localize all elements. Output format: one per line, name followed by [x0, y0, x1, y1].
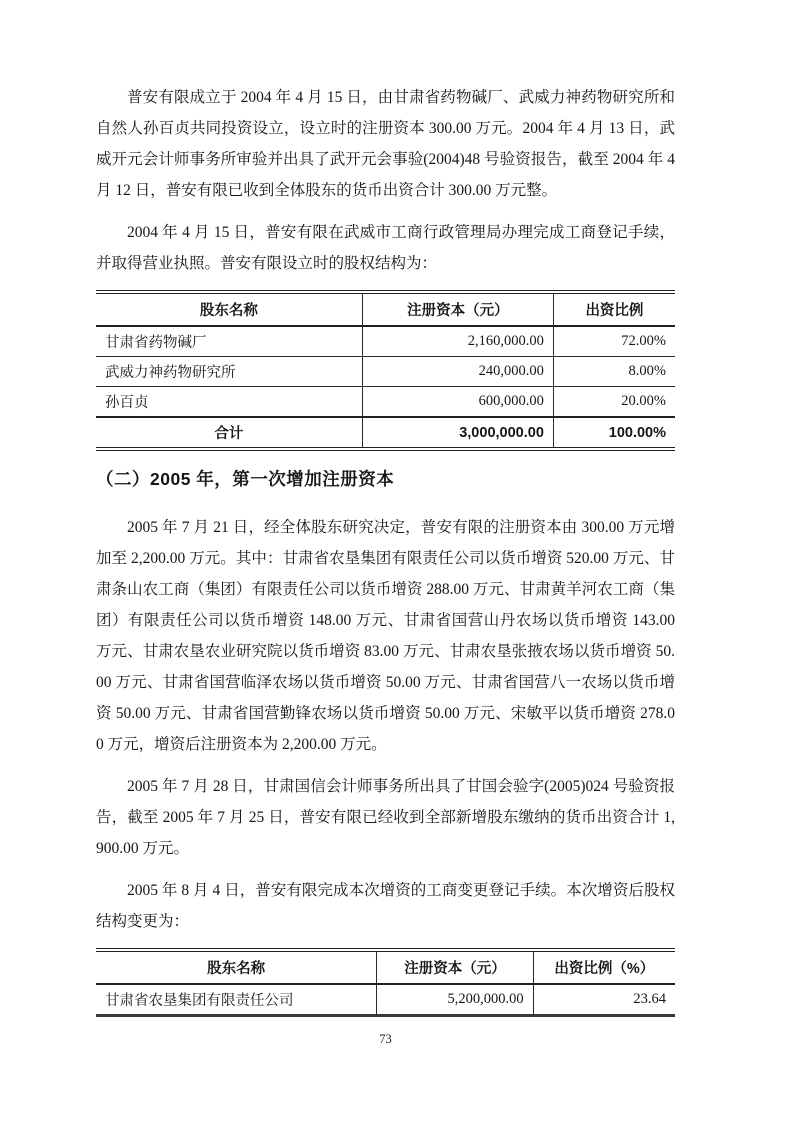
shareholder-name: 甘肃省药物碱厂: [96, 326, 362, 357]
paragraph-registration-change: 2005 年 8 月 4 日，普安有限完成本次增资的工商变更登记手续。本次增资后股权结构变更为：: [96, 882, 675, 930]
col-header-registered-capital: 注册资本（元）: [377, 950, 533, 984]
contribution-ratio: 8.00%: [553, 357, 675, 387]
table-row: [96, 387, 675, 418]
contribution-ratio: 20.00%: [553, 387, 675, 418]
table-row: [96, 326, 675, 357]
table-row: [96, 984, 675, 1016]
table-header-row: [96, 292, 675, 326]
table-total-row: [96, 417, 675, 449]
total-registered-capital: 3,000,000.00: [362, 417, 553, 449]
paragraph-capital-increase-detail: 2005 年 7 月 21 日，经全体股东研究决定，普安有限的注册资本由 300.00 万元增加至 2,200.00 万元。其中：甘肃省农垦集团有限责任公司以货币增资 520.00 万元、甘肃条山农工商（集团）有限责任公司以货币增资 288.00 万元、甘肃黄羊河农工商（集团）有限责任公司以货币增资 148.00 万元、甘肃省国营山丹农场以货币增资 143.00 万元、甘肃农垦农业研究院以货币增资 83.00 万元、甘肃农垦张掖农场以货币增资 50.00 万元、甘肃省国营临泽农场以货币增资 50.00 万元、甘肃省国营八一农场以货币增资 50.00 万元、甘肃省国营勤锋农场以货币增资 50.00 万元、宋敏平以货币增资 278.00 万元，增资后注册资本为 2,200.00 万元。: [96, 519, 675, 753]
post-increase-equity-table: [96, 948, 675, 1017]
contribution-ratio: 72.00%: [553, 326, 675, 357]
shareholder-name: 武威力神药物研究所: [96, 357, 362, 387]
table-row: [96, 357, 675, 387]
paragraph-establishment: 普安有限成立于 2004 年 4 月 15 日，由甘肃省药物碱厂、武威力神药物研究所和自然人孙百贞共同投资设立，设立时的注册资本 300.00 万元。2004 年 4 月 13 日，武威开元会计师事务所审验并出具了武开元会事验(2004)48 号验资报告，截至 2004 年 4 月 12 日，普安有限已收到全体股东的货币出资合计 300.00 万元整。: [96, 89, 675, 199]
registered-capital: 2,160,000.00: [362, 326, 553, 357]
shareholder-name: 甘肃省农垦集团有限责任公司: [96, 984, 377, 1016]
page-number: 73: [379, 1032, 392, 1046]
contribution-ratio: 23.64: [633, 991, 666, 1007]
shareholder-name: 孙百贞: [96, 387, 362, 418]
table-header-row: [96, 950, 675, 984]
total-label: 合计: [96, 417, 362, 449]
col-header-shareholder-name: 股东名称: [96, 950, 377, 984]
col-header-contribution-ratio: 出资比例: [553, 292, 675, 326]
section-heading-first-capital-increase: （二）2005 年，第一次增加注册资本: [96, 469, 395, 489]
registered-capital: 5,200,000.00: [377, 984, 533, 1016]
col-header-registered-capital: 注册资本（元）: [362, 292, 553, 326]
paragraph-capital-verification: 2005 年 7 月 28 日，甘肃国信会计师事务所出具了甘国会验字(2005)024 号验资报告，截至 2005 年 7 月 25 日，普安有限已经收到全部新增股东缴纳的货币出资合计 1,900.00 万元。: [96, 778, 675, 857]
registered-capital: 240,000.00: [362, 357, 553, 387]
initial-equity-table: [96, 290, 675, 451]
col-header-contribution-ratio: 出资比例（%）: [533, 950, 675, 984]
registered-capital: 600,000.00: [362, 387, 553, 418]
paragraph-registration: 2004 年 4 月 15 日，普安有限在武威市工商行政管理局办理完成工商登记手续，并取得营业执照。普安有限设立时的股权结构为：: [96, 224, 675, 272]
total-contribution-ratio: 100.00%: [553, 417, 675, 449]
col-header-shareholder-name: 股东名称: [96, 292, 362, 326]
